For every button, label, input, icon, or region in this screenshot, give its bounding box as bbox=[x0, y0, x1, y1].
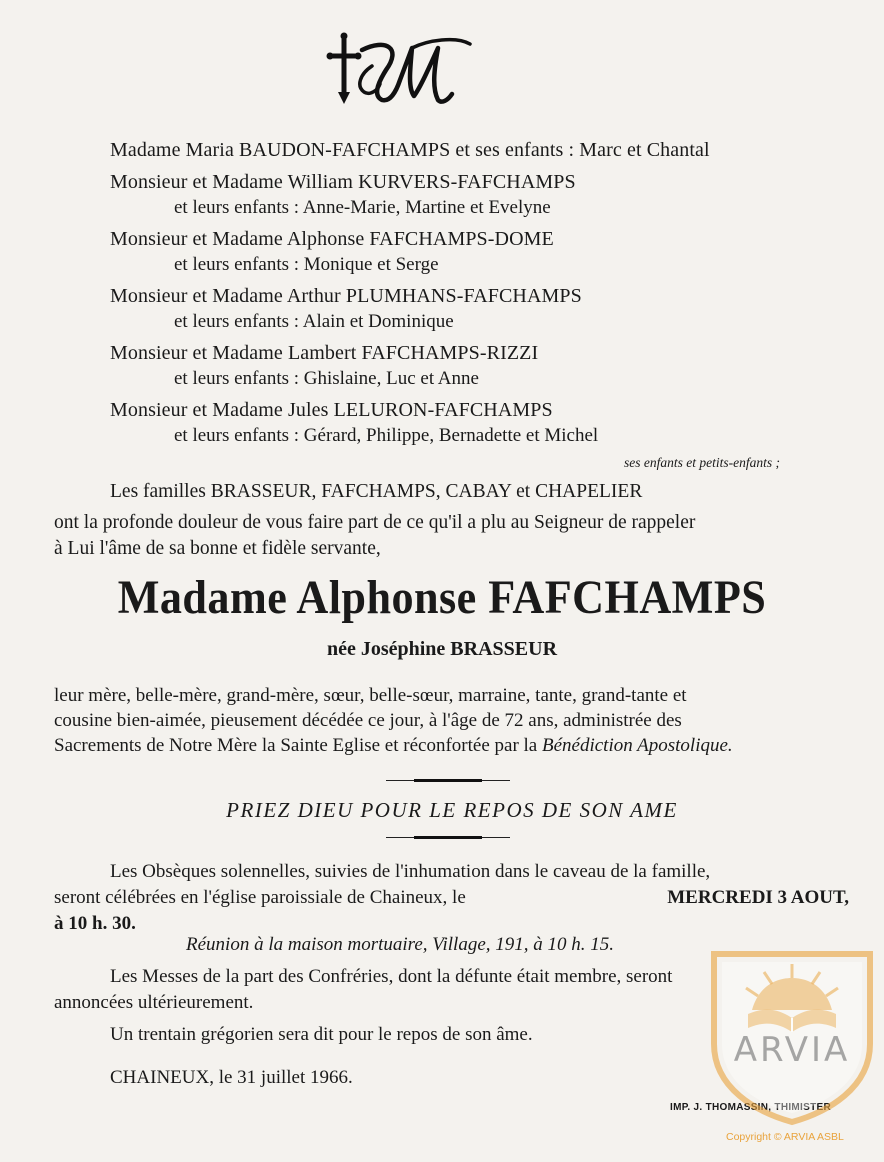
family-line-5: Monsieur et Madame Lambert FAFCHAMPS-RIZZI bbox=[110, 342, 539, 364]
announcement-line-2: à Lui l'âme de sa bonne et fidèle servante, bbox=[54, 538, 381, 559]
funeral-line-2-text: seront célébrées en l'église paroissiale de Chaineux, le bbox=[54, 887, 466, 908]
monogram-cross-m-icon bbox=[316, 30, 476, 110]
masses-line-1: Les Messes de la part des Confréries, dont la défunte était membre, seront bbox=[110, 966, 673, 987]
family-line-3: Monsieur et Madame Alphonse FAFCHAMPS-DOME bbox=[110, 228, 554, 250]
funeral-line-2 bbox=[54, 886, 849, 910]
divider-top bbox=[386, 779, 510, 782]
funeral-date: MERCREDI 3 AOUT, bbox=[667, 887, 849, 908]
prayer-line: PRIEZ DIEU POUR LE REPOS DE SON AME bbox=[226, 798, 678, 822]
deceased-name: Madame Alphonse FAFCHAMPS bbox=[117, 571, 767, 624]
grandchildren-note: ses enfants et petits-enfants ; bbox=[624, 455, 780, 470]
funeral-line-1: Les Obsèques solennelles, suivies de l'inhumation dans le caveau de la famille, bbox=[110, 861, 711, 882]
family-line-4: Monsieur et Madame Arthur PLUMHANS-FAFCHAMPS bbox=[110, 285, 582, 307]
relations-line-2: cousine bien-aimée, pieusement décédée ce jour, à l'âge de 72 ans, administrée des bbox=[54, 710, 682, 731]
relations-line-3-text: Sacrements de Notre Mère la Sainte Eglise et réconfortée par la bbox=[54, 735, 538, 756]
birth-name: née Joséphine BRASSEUR bbox=[326, 638, 558, 660]
funeral-time: à 10 h. 30. bbox=[54, 913, 136, 934]
watermark-copyright: Copyright © ARVIA ASBL bbox=[726, 1131, 844, 1143]
printer-credit: IMP. J. THOMASSIN, THIMISTER bbox=[670, 1102, 832, 1113]
family-line-6: Monsieur et Madame Jules LELURON-FAFCHAMPS bbox=[110, 399, 553, 421]
announcement-line-1: ont la profonde douleur de vous faire part de ce qu'il a plu au Seigneur de rappeler bbox=[54, 512, 696, 533]
benediction-text: Bénédiction Apostolique. bbox=[541, 735, 733, 756]
family-children-2: et leurs enfants : Anne-Marie, Martine et Evelyne bbox=[174, 197, 551, 218]
relations-line-3 bbox=[54, 734, 733, 758]
family-children-3: et leurs enfants : Monique et Serge bbox=[174, 254, 439, 275]
relations-line-1: leur mère, belle-mère, grand-mère, sœur, belle-sœur, marraine, tante, grand-tante et bbox=[54, 685, 687, 706]
family-line-1: Madame Maria BAUDON-FAFCHAMPS et ses enfants : Marc et Chantal bbox=[110, 139, 710, 161]
family-children-4: et leurs enfants : Alain et Dominique bbox=[174, 311, 454, 332]
place-date: CHAINEUX, le 31 juillet 1966. bbox=[110, 1067, 353, 1088]
masses-line-2: annoncées ultérieurement. bbox=[54, 992, 254, 1013]
meeting-line: Réunion à la maison mortuaire, Village, 191, à 10 h. 15. bbox=[186, 934, 615, 955]
family-children-6: et leurs enfants : Gérard, Philippe, Bernadette et Michel bbox=[174, 425, 599, 446]
family-children-5: et leurs enfants : Ghislaine, Luc et Anne bbox=[174, 368, 479, 389]
trentain-line: Un trentain grégorien sera dit pour le repos de son âme. bbox=[110, 1024, 533, 1045]
family-line-2: Monsieur et Madame William KURVERS-FAFCHAMPS bbox=[110, 171, 576, 193]
families-line: Les familles BRASSEUR, FAFCHAMPS, CABAY et CHAPELIER bbox=[110, 481, 643, 502]
watermark-brand: ARVIA bbox=[733, 1030, 851, 1070]
divider-bottom bbox=[386, 836, 510, 839]
